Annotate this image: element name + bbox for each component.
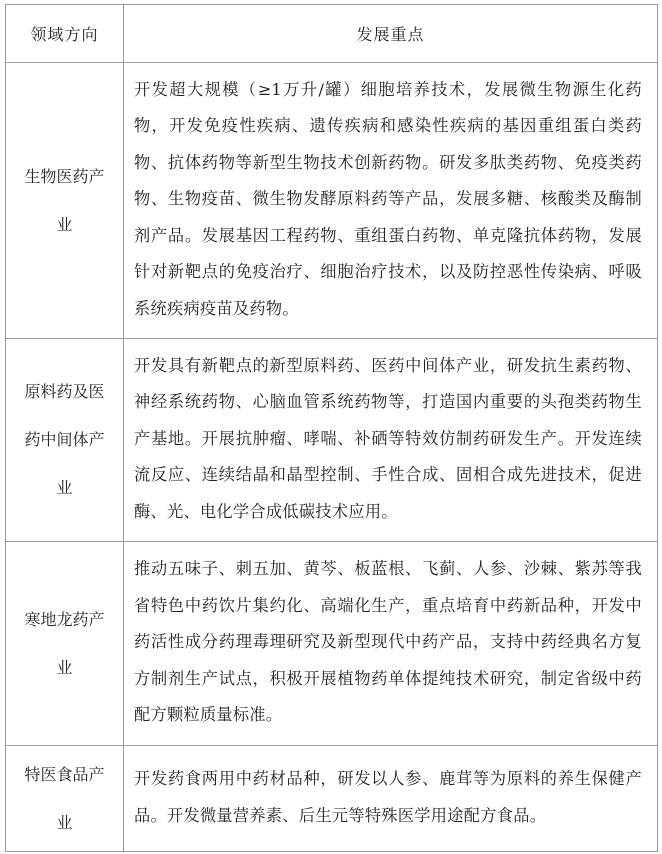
development-focus-table — [5, 4, 658, 852]
focus-cell: 开发药食两用中药材品种，研发以人参、鹿茸等为原料的养生保健产品。开发微量营养素、后生元等特殊医学用途配方食品。 — [124, 746, 658, 852]
focus-cell: 开发具有新靶点的新型原料药、医药中间体产业，研发抗生素药物、神经系统药物、心脑血管系统药物等，打造国内重要的头孢类药物生产基地。开展抗肿瘤、哮喘、补硒等特效仿制药研发生产。开发连续流反应、连续结晶和晶型控制、手性合成、固相合成先进技术，促进酶、光、电化学合成低碳技术应用。 — [124, 339, 658, 542]
table-row — [6, 63, 658, 339]
table-row — [6, 339, 658, 542]
domain-cell: 生物医药产业 — [6, 63, 124, 339]
table-header-row — [6, 5, 658, 63]
focus-cell: 开发超大规模（≥1万升/罐）细胞培养技术，发展微生物源生化药物，开发免疫性疾病、遗传疾病和感染性疾病的基因重组蛋白类药物、抗体药物等新型生物技术创新药物。研发多肽类药物、免疫类药物、生物疫苗、微生物发酵原料药等产品，发展多糖、核酸类及酶制剂产品。发展基因工程药物、重组蛋白药物、单克隆抗体药物，发展针对新靶点的免疫治疗、细胞治疗技术，以及防控恶性传染病、呼吸系统疾病疫苗及药物。 — [124, 63, 658, 339]
domain-cell: 特医食品产业 — [6, 746, 124, 852]
domain-cell: 寒地龙药产业 — [6, 542, 124, 746]
table-row — [6, 542, 658, 746]
header-domain: 领域方向 — [6, 5, 124, 63]
header-focus: 发展重点 — [124, 5, 658, 63]
domain-cell: 原料药及医药中间体产业 — [6, 339, 124, 542]
table-row — [6, 746, 658, 852]
focus-cell: 推动五味子、刺五加、黄芩、板蓝根、飞蓟、人参、沙棘、紫苏等我省特色中药饮片集约化、高端化生产，重点培育中药新品种，开发中药活性成分药理毒理研究及新型现代中药产品，支持中药经典名方复方制剂生产试点，积极开展植物药单体提纯技术研究，制定省级中药配方颗粒质量标准。 — [124, 542, 658, 746]
